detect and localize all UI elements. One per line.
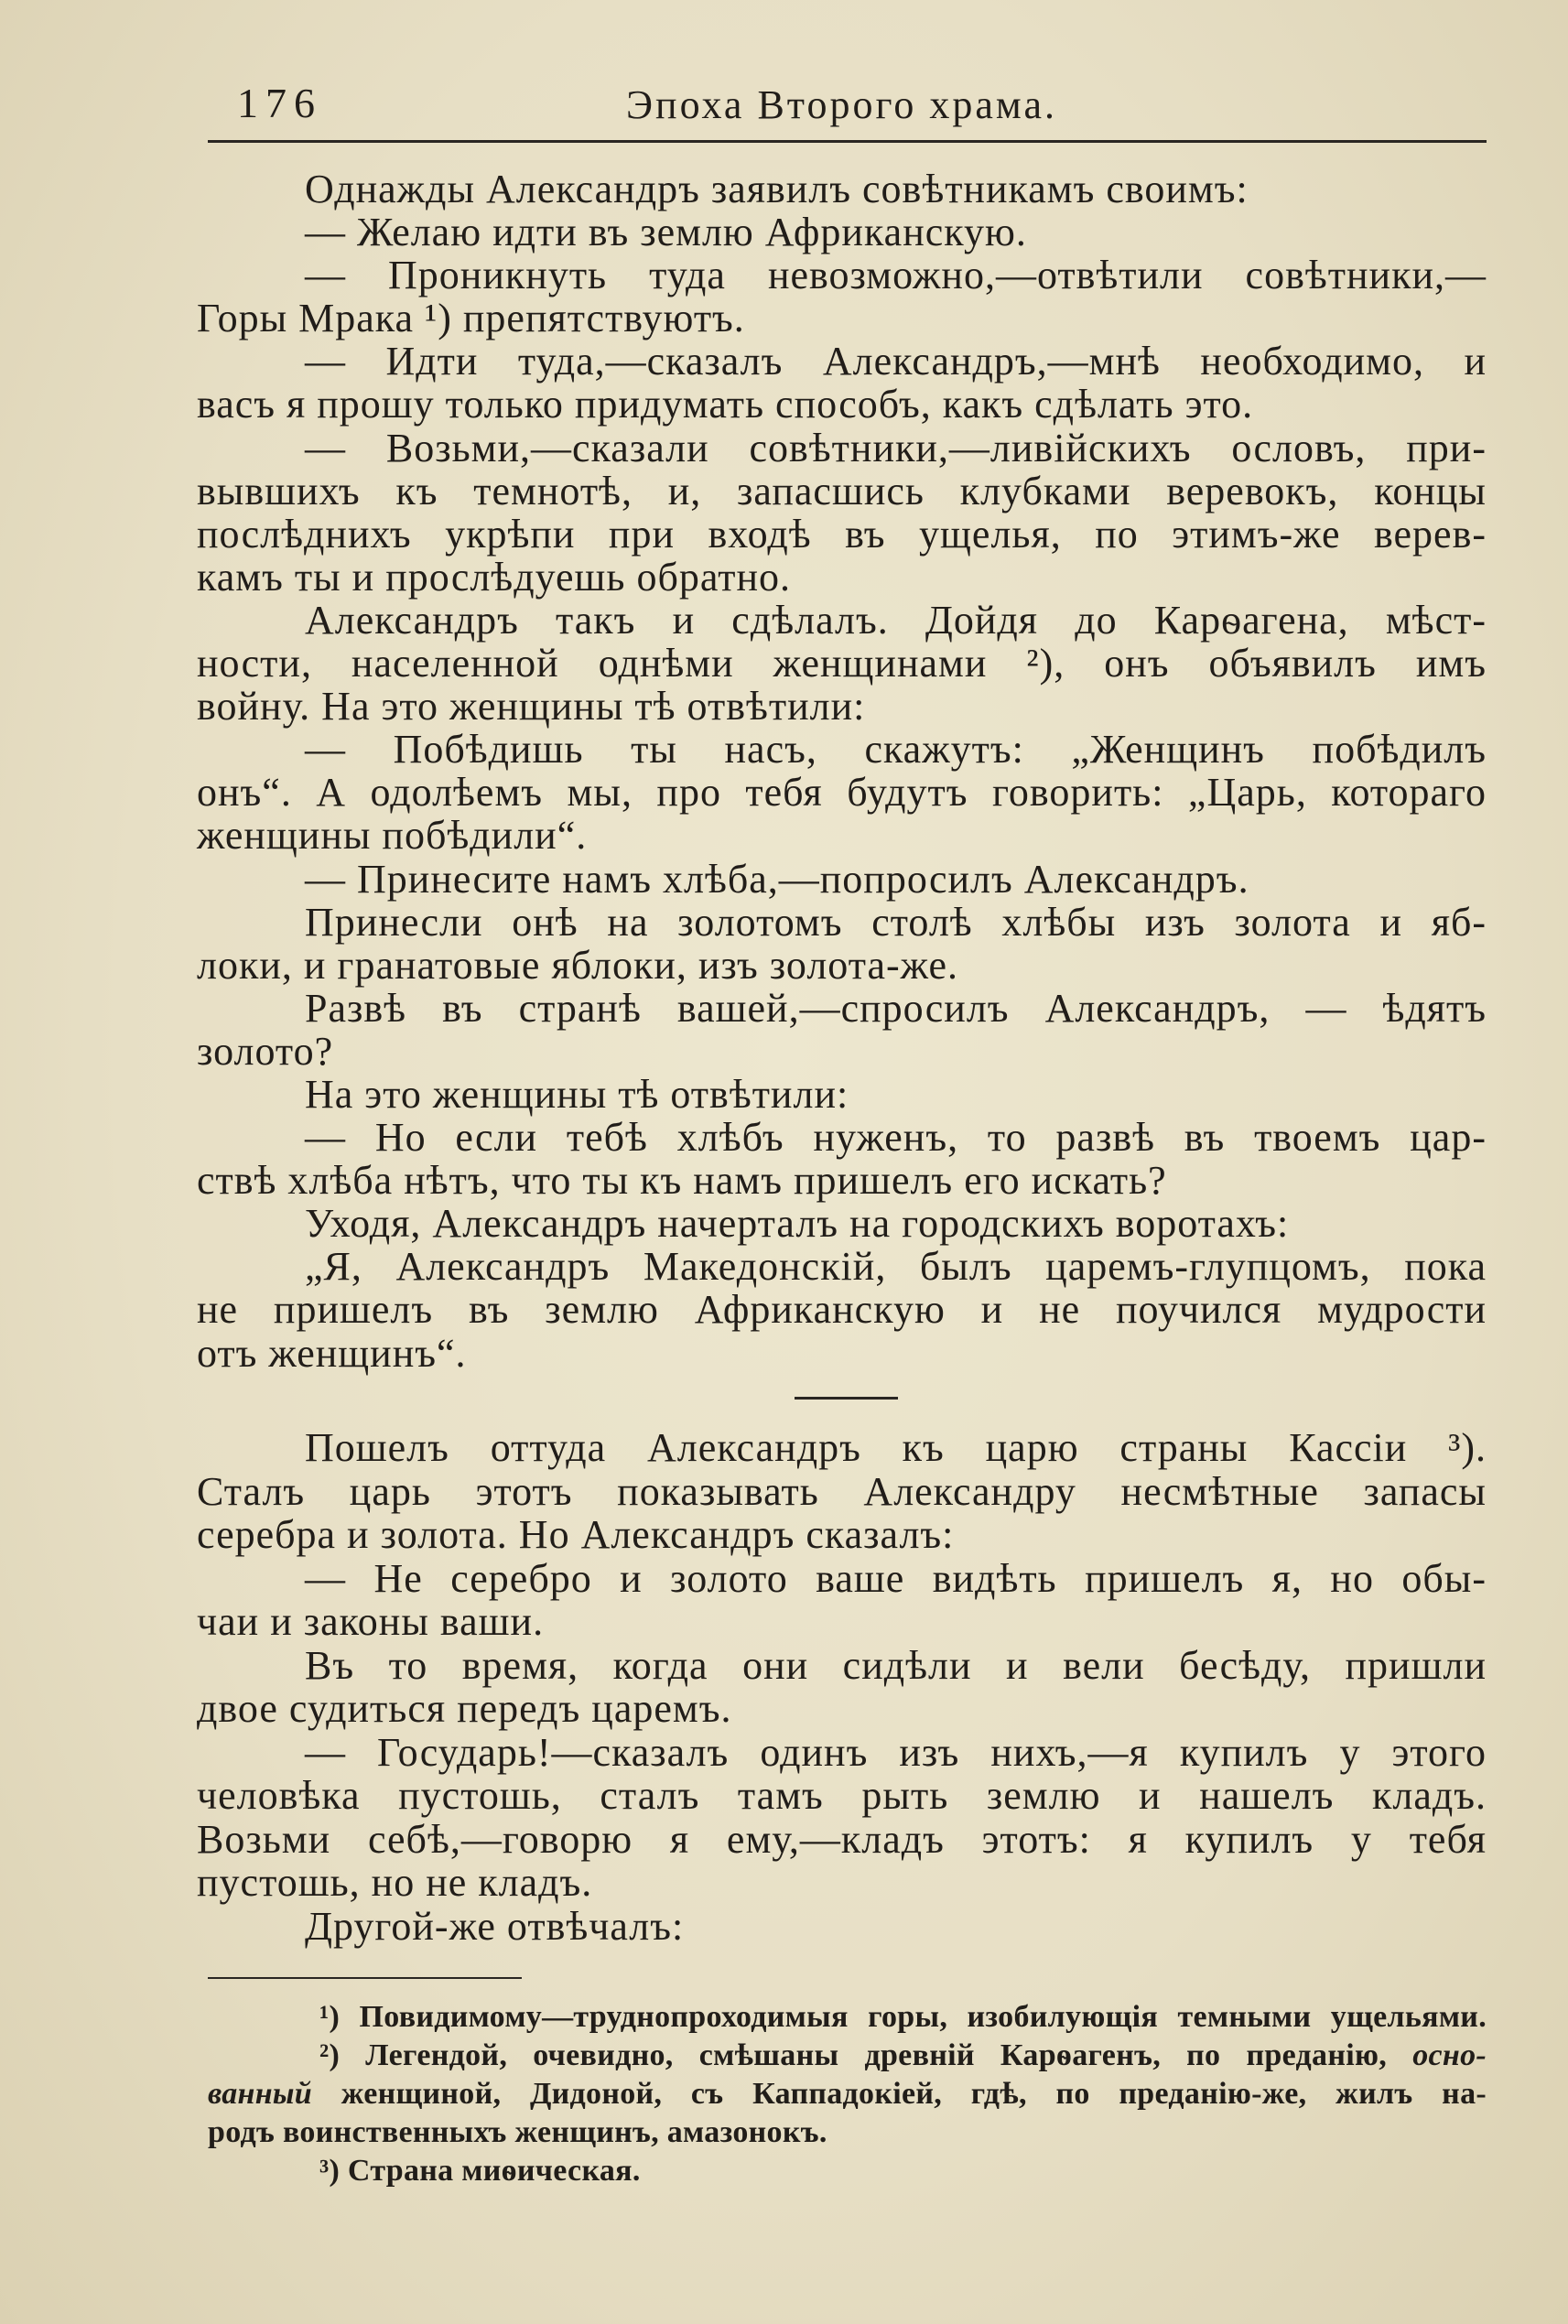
footnote: [208, 1998, 1487, 2037]
text-line: чаи и законы ваши.: [197, 1599, 545, 1644]
text-line: — Но если тебѣ хлѣбъ нуженъ, то развѣ въ твоемъ цар-: [305, 1115, 1487, 1161]
footnote-text: женщиной, Дидоной, съ Каппадокіей, гдѣ, по преданію-же, жилъ на-: [312, 2077, 1487, 2111]
text-line: Развѣ въ странѣ вашей,—спросилъ Александръ, — ѣдятъ: [305, 985, 1487, 1031]
text-line: Сталъ царь этотъ показывать Александру несмѣтные запасы: [197, 1468, 1487, 1514]
footnote-line: ³) Страна миѳическая.: [319, 2154, 641, 2188]
paragraph: [197, 599, 1487, 728]
paragraph: [197, 168, 1487, 211]
text-line: онъ“. А одолѣемъ мы, про тебя будутъ говорить: „Царь, котораго: [197, 770, 1487, 816]
paragraph: [197, 1644, 1487, 1731]
footnote-italic-text: ванный: [208, 2077, 313, 2111]
text-line: женщины побѣдили“.: [197, 813, 588, 859]
text-line: локи, и гранатовые яблоки, изъ золота-же.: [197, 942, 959, 988]
text-line: — Возьми,—сказали совѣтники,—ливійскихъ ословъ, при-: [305, 425, 1487, 470]
paragraph: [197, 1731, 1487, 1905]
text-line: войну. На это женщины тѣ отвѣтили:: [197, 684, 866, 730]
paragraph: [197, 901, 1487, 987]
paragraph: [197, 1557, 1487, 1644]
text-line: — Проникнуть туда невозможно,—отвѣтили совѣтники,—: [305, 253, 1487, 298]
paragraph: [197, 427, 1487, 599]
text-line: ствѣ хлѣба нѣтъ, что ты къ намъ пришелъ его искать?: [197, 1158, 1167, 1204]
text-line: человѣка пустошь, сталъ тамъ рыть землю и нашелъ кладъ.: [197, 1773, 1487, 1818]
footnotes: [208, 1998, 1487, 2190]
footnote-line: [208, 2037, 1487, 2075]
paragraph: [197, 987, 1487, 1073]
footnote-rule: [208, 1977, 522, 1979]
text-line: На это женщины тѣ отвѣтили:: [305, 1071, 849, 1117]
section-separator: [795, 1397, 898, 1400]
text-line: вывшихъ къ темнотѣ, и, запасшись клубками веревокъ, концы: [197, 468, 1487, 513]
text-line: Однажды Александръ заявилъ совѣтникамъ своимъ:: [305, 167, 1249, 211]
paragraph: [197, 1116, 1487, 1202]
text-section: [197, 1426, 1487, 1948]
footnote: [208, 2152, 1487, 2190]
text-line: Александръ такъ и сдѣлалъ. Дойдя до Карѳагена, мѣст-: [305, 597, 1487, 643]
text-line: двое судиться передъ царемъ.: [197, 1686, 732, 1731]
text-line: послѣднихъ укрѣпи при входѣ въ ущелья, по этимъ-же верев-: [197, 511, 1487, 557]
text-line: „Я, Александръ Македонскій, былъ царемъ-глупцомъ, пока: [305, 1244, 1487, 1290]
text-section: [197, 168, 1487, 1375]
footnote-line: родъ воинственныхъ женщинъ, амазонокъ.: [208, 2115, 827, 2149]
text-line: Въ то время, когда они сидѣли и вели бесѣду, пришли: [305, 1642, 1487, 1688]
text-line: камъ ты и прослѣдуешь обратно.: [197, 554, 792, 600]
text-line: Принесли онѣ на золотомъ столѣ хлѣбы изъ золота и яб-: [305, 899, 1487, 945]
text-line: не пришелъ въ землю Африканскую и не поучился мудрости: [197, 1287, 1487, 1333]
paragraph: [197, 1426, 1487, 1557]
text-line: золото?: [197, 1028, 334, 1074]
text-line: — Желаю идти въ землю Африканскую.: [305, 210, 1027, 255]
text-line: пустошь, но не кладъ.: [197, 1860, 593, 1905]
paragraph: [197, 1073, 1487, 1116]
page-number: 176: [237, 80, 322, 126]
text-line: — Идти туда,—сказалъ Александръ,—мнѣ необходимо, и: [305, 339, 1487, 384]
paragraph: [197, 1245, 1487, 1374]
text-line: — Принесите намъ хлѣба,—попросилъ Александръ.: [305, 856, 1249, 902]
paragraph: [197, 1202, 1487, 1245]
paragraph: [197, 254, 1487, 340]
text-line: Возьми себѣ,—говорю я ему,—кладъ этотъ: я купилъ у тебя: [197, 1816, 1487, 1862]
text-line: отъ женщинъ“.: [197, 1330, 467, 1376]
paragraph: [197, 340, 1487, 426]
paragraph: [197, 728, 1487, 857]
text-line: — Побѣдишь ты насъ, скажутъ: „Женщинъ побѣдилъ: [305, 727, 1487, 773]
running-title: Эпоха Второго храма.: [626, 82, 1057, 127]
footnote-line: [208, 2075, 1487, 2113]
text-line: Горы Мрака ¹) препятствуютъ.: [197, 296, 745, 341]
text-line: ности, населенной однѣми женщинами ²), онъ объявилъ имъ: [197, 641, 1487, 686]
text-line: — Государь!—сказалъ одинъ изъ нихъ,—я купилъ у этого: [305, 1729, 1487, 1775]
text-line: Пошелъ оттуда Александръ къ царю страны Кассіи ³).: [305, 1425, 1487, 1470]
paragraph: [197, 1905, 1487, 1949]
text-line: Другой-же отвѣчалъ:: [305, 1903, 685, 1949]
paragraph: [197, 211, 1487, 254]
text-line: серебра и золота. Но Александръ сказалъ:: [197, 1512, 955, 1557]
text-line: васъ я прошу только придумать способъ, какъ сдѣлать это.: [197, 382, 1254, 427]
footnote-text: ²) Легендой, очевидно, смѣшаны древній Карѳагенъ, по преданію,: [319, 2038, 1413, 2072]
text-line: — Не серебро и золото ваше видѣть пришелъ я, но обы-: [305, 1555, 1487, 1601]
footnote-line: ¹) Повидимому—труднопроходимыя горы, изобилующія темными ущельями.: [319, 2000, 1487, 2034]
footnote-italic-text: осно-: [1412, 2038, 1487, 2072]
paragraph: [197, 858, 1487, 901]
text-line: Уходя, Александръ начерталъ на городскихъ воротахъ:: [305, 1201, 1290, 1247]
footnote: [208, 2037, 1487, 2152]
header-rule: [208, 140, 1487, 143]
